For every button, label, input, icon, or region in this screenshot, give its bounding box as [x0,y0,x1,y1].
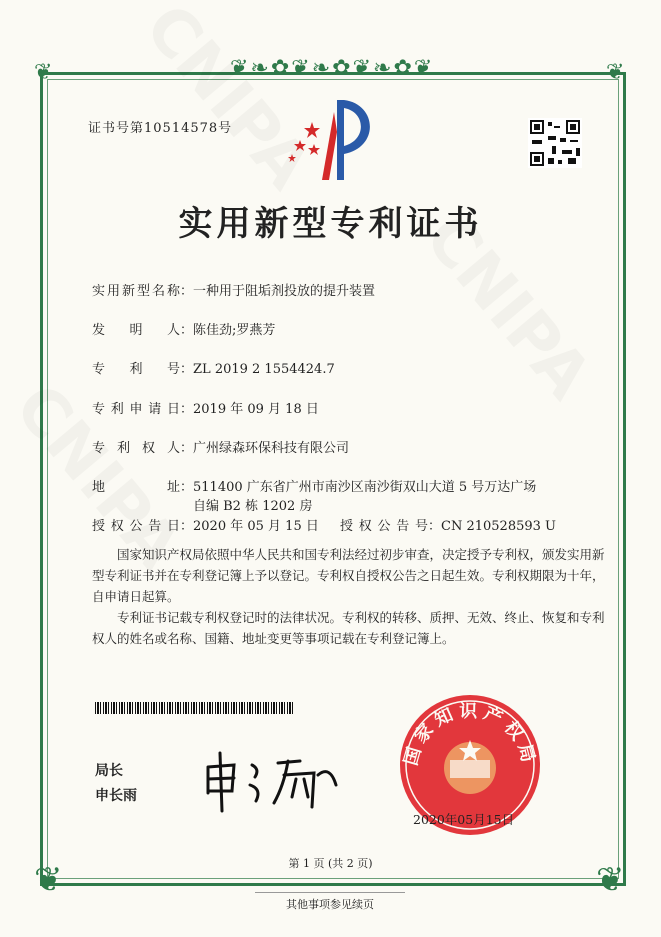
corner-ornament: ❦ [606,60,625,85]
top-ornament: ❦❧✿❦❧✿❦❧✿❦ [230,56,435,81]
field-inventor: 发明人：陈佳劲;罗燕芳 [92,323,276,338]
field-address: 地址：511400 广东省广州市南沙区南沙街双山大道 5 号万达广场 自编 B2 栋 1202 房 [92,480,537,514]
director-name: 申长雨 [95,788,137,804]
statement: 国家知识产权局依照中华人民共和国专利法经过初步审查，决定授予专利权，颁发实用新型专利证书并在专利登记簿上予以登记。专利权自授权公告之日起生效。专利权期限为十年，自申请日起算。 专利证书记载专利权登记时的法律状况。专利权的转移、质押、无效、终止、恢复和专利权人的姓名或名称、国籍、地址变更等事项记载在专利登记簿上。 [92,547,605,646]
corner-ornament: ❦ [34,860,63,900]
page-title: 实用新型专利证书 [178,204,483,244]
field-patentee: 专利权人：广州绿森环保科技有限公司 [92,441,350,456]
footer-note: 其他事项参见续页 [255,892,405,912]
field-application-date: 专利申请日：2019 年 09 月 18 日 [92,402,319,417]
director-title: 局长 [95,763,123,779]
qr-code [528,118,582,168]
field-grant-number: 授权公告号：CN 210528593 U [340,519,556,534]
barcode [95,702,295,714]
seal-date: 2020年05月15日 [413,812,515,827]
signature [200,745,345,815]
corner-ornament: ❦ [596,860,625,900]
cnipa-logo [282,92,382,187]
field-grant-date: 授权公告日：2020 年 05 月 15 日 [92,519,319,534]
field-patent-number: 专利号：ZL 2019 2 1554424.7 [92,362,335,377]
certificate-number: 证书号第10514578号 [88,121,233,136]
field-name: 实用新型名称：一种用于阻垢剂投放的提升装置 [92,284,376,299]
page-indicator: 第 1 页 (共 2 页) [288,857,373,870]
seal-text: 国家知识产权局 [400,700,540,770]
corner-ornament: ❦ [34,60,53,85]
